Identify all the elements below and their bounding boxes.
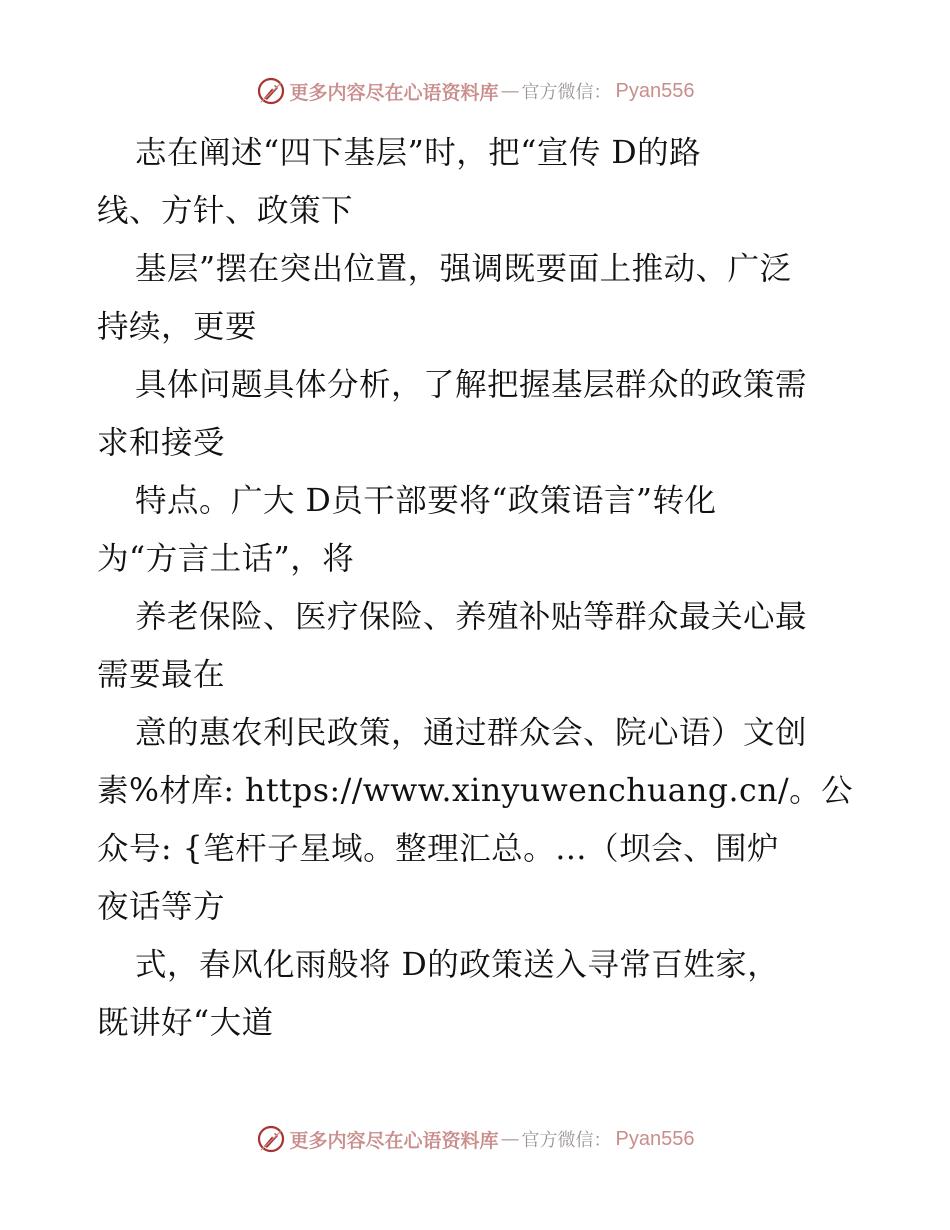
body-line: 特点。广大 D员干部要将“政策语言”转化 — [135, 483, 717, 519]
body-line: 需要最在 — [97, 657, 226, 693]
banner-dash: — — [500, 80, 520, 102]
body-line: 志在阐述“四下基层”时，把“宣传 D的路 — [135, 135, 702, 171]
pen-nib-logo-icon — [256, 1124, 286, 1154]
pen-nib-logo-icon — [256, 76, 286, 106]
body-line: 养老保险、医疗保险、养殖补贴等群众最关心最 — [135, 599, 808, 635]
body-line: 基层”摆在突出位置，强调既要面上推动、广泛 — [135, 251, 792, 287]
body-line: 求和接受 — [97, 425, 226, 461]
banner-wechat-label: 官方微信： — [521, 82, 612, 103]
body-line: 众号: {笔杆子星域。整理汇总。…（坝会、围炉 — [97, 831, 780, 867]
body-line: 意的惠农利民政策，通过群众会、院心语）文创 — [135, 715, 808, 751]
body-line: 式，春风化雨般将 D的政策送入寻常百姓家， — [135, 947, 780, 983]
footer-wechat-label: 官方微信： — [521, 1130, 612, 1151]
body-line: 既讲好“大道 — [97, 1005, 274, 1041]
banner-wechat-id: Pyan556 — [615, 79, 695, 102]
footer-wechat-id: Pyan556 — [615, 1127, 695, 1150]
body-line: 具体问题具体分析，了解把握基层群众的政策需 — [135, 367, 808, 403]
body-line: 素%材库: https://www.xinyuwenchuang.cn/。公 — [97, 773, 854, 809]
document-body — [97, 124, 857, 1052]
body-line: 持续，更要 — [97, 309, 258, 345]
body-line: 线、方针、政策下 — [97, 193, 354, 229]
body-line: 夜话等方 — [97, 889, 226, 925]
banner-brand-text: 更多内容尽在心语资料库 — [289, 81, 499, 104]
body-line: 为“方言土话”，将 — [97, 541, 355, 577]
footer-brand-text: 更多内容尽在心语资料库 — [289, 1129, 499, 1152]
footer-dash: — — [500, 1128, 520, 1150]
header-banner — [0, 74, 950, 108]
footer-banner — [0, 1122, 950, 1156]
